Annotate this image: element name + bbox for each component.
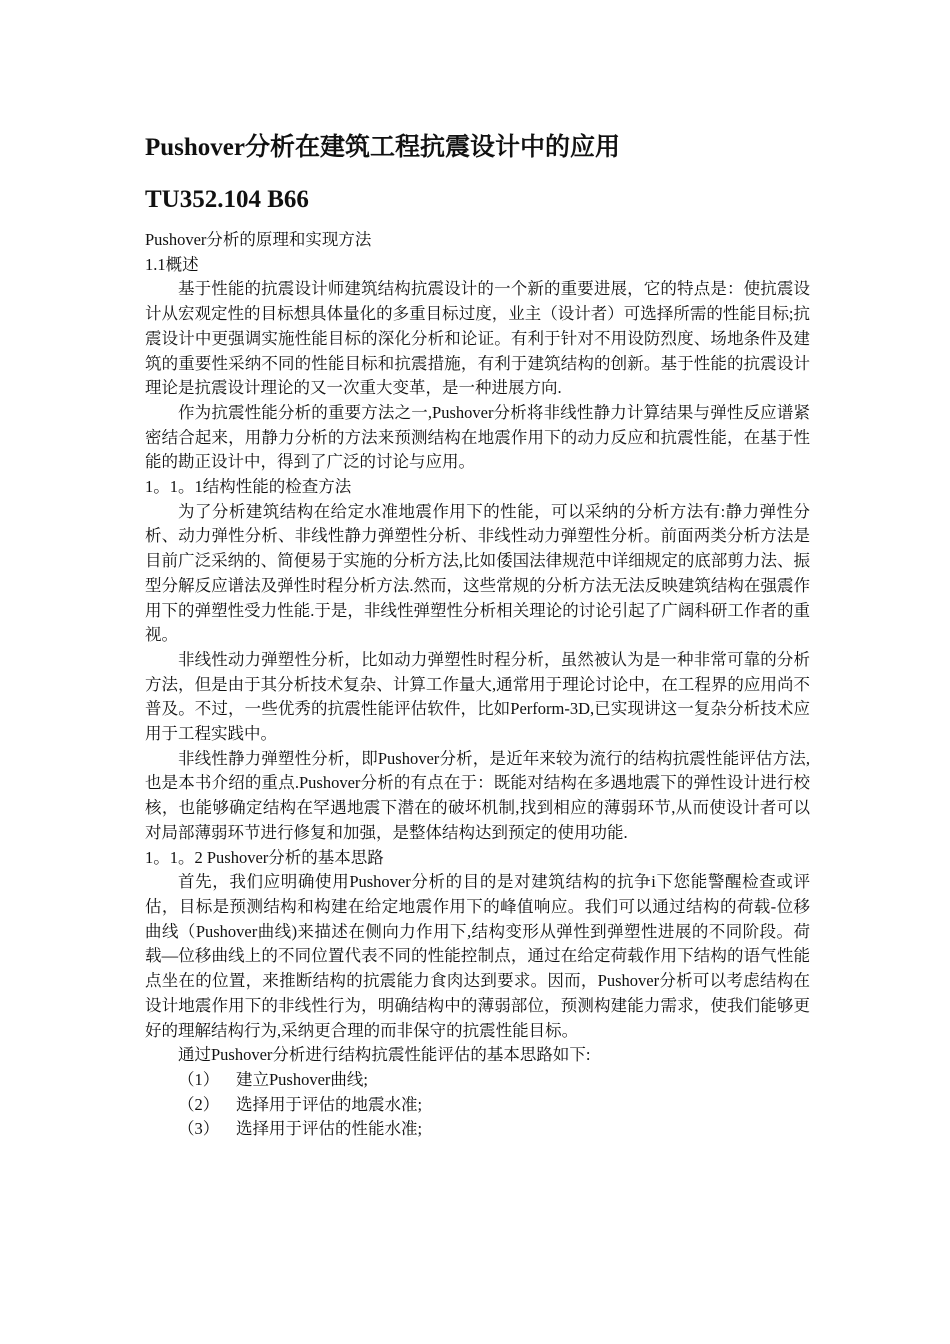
paragraph-pushover-intro: 作为抗震性能分析的重要方法之一,Pushover分析将非线性静力计算结果与弹性反应谱紧密结合起来，用静力分析的方法来预测结构在地震作用下的动力反应和抗震性能，在基于性能的勘正设计中，得到了广泛的讨论与应用。 bbox=[145, 402, 810, 472]
section-heading: Pushover分析的原理和实现方法 bbox=[145, 230, 372, 249]
paragraph-dynamic-analysis: 非线性动力弹塑性分析，比如动力弹塑性时程分析，虽然被认为是一种非常可靠的分析方法，但是由于其分析技术复杂、计算工作量大,通常用于理论讨论中，在工程界的应用尚不普及。不过，一些优秀的抗震性能评估软件，比如Perform-3D,已实现讲这一复杂分析技术应用于工程实践中。 bbox=[145, 649, 810, 744]
list-item-number: （3） bbox=[178, 1119, 220, 1139]
paragraph-static-analysis: 非线性静力弹塑性分析，即Pushover分析，是近年来较为流行的结构抗震性能评估方法,也是本书介绍的重点.Pushover分析的有点在于：既能对结构在多遇地震下的弹性设计进行校核，也能够确定结构在罕遇地震下潜在的破坏机制,找到相应的薄弱环节,从而使设计者可以对局部薄弱环节进行修复和加强，是整体结构达到预定的使用功能. bbox=[145, 748, 810, 842]
classification-code: TU352.104 B66 bbox=[145, 186, 309, 213]
list-item-text: 选择用于评估的地震水准; bbox=[236, 1094, 423, 1114]
paragraph-overview: 基于性能的抗震设计师建筑结构抗震设计的一个新的重要进展，它的特点是：使抗震设计从宏观定性的目标想具体量化的多重目标过度，业主（设计者）可选择所需的性能目标;抗震设计中更强调实施性能目标的深化分析和论证。有利于针对不用设防烈度、场地条件及建筑的重要性采纳不同的性能目标和抗震措施，有利于建筑结构的创新。基于性能的抗震设计理论是抗震设计理论的又一次重大变革，是一种进展方向. bbox=[145, 279, 810, 398]
document-body bbox=[145, 128, 810, 1142]
list-item-number: （2） bbox=[178, 1094, 220, 1114]
list-item-text: 选择用于评估的性能水准; bbox=[236, 1119, 423, 1139]
subsection-heading-1-1-1: 1。1。1结构性能的检查方法 bbox=[145, 477, 352, 497]
paragraph-evaluation-steps-intro: 通过Pushover分析进行结构抗震性能评估的基本思路如下: bbox=[178, 1045, 591, 1065]
list-item bbox=[145, 1093, 810, 1118]
list-item bbox=[145, 1068, 810, 1093]
subsection-heading-1-1: 1.1概述 bbox=[145, 254, 199, 274]
list-item bbox=[145, 1117, 810, 1142]
paragraph-analysis-methods: 为了分析建筑结构在给定水准地震作用下的性能，可以采纳的分析方法有:静力弹性分析、动力弹性分析、非线性静力弹塑性分析、非线性动力弹塑性分析。前面两类分析方法是目前广泛采纳的、简便易于实施的分析方法,比如倭国法律规范中详细规定的底部剪力法、振型分解反应谱法及弹性时程分析方法.然而，这些常规的分析方法无法反映建筑结构在强震作用下的弹塑性受力性能.于是，非线性弹塑性分析相关理论的讨论引起了广阔科研工作者的重视。 bbox=[145, 501, 810, 645]
document-title: Pushover分析在建筑工程抗震设计中的应用 bbox=[145, 134, 621, 161]
list-item-text: 建立Pushover曲线; bbox=[236, 1069, 368, 1089]
subsection-heading-1-1-2: 1。1。2 Pushover分析的基本思路 bbox=[145, 847, 384, 867]
paragraph-pushover-purpose: 首先，我们应明确使用Pushover分析的目的是对建筑结构的抗争i下您能警醒检查或评估，目标是预测结构和构建在给定地震作用下的峰值响应。我们可以通过结构的荷载-位移曲线（Pushover曲线)来描述在侧向力作用下,结构变形从弹性到弹塑性进展的不同阶段。荷载—位移曲线上的不同位置代表不同的性能控制点，通过在给定荷载作用下结构的语气性能点坐在的位置，来推断结构的抗震能力食肉达到要求。因而，Pushover分析可以考虑结构在设计地震作用下的非线性行为，明确结构中的薄弱部位，预测构建能力需求，使我们能够更好的理解结构行为,采纳更合理的而非保守的抗震性能目标。 bbox=[145, 872, 810, 1040]
list-item-number: （1） bbox=[178, 1069, 220, 1089]
